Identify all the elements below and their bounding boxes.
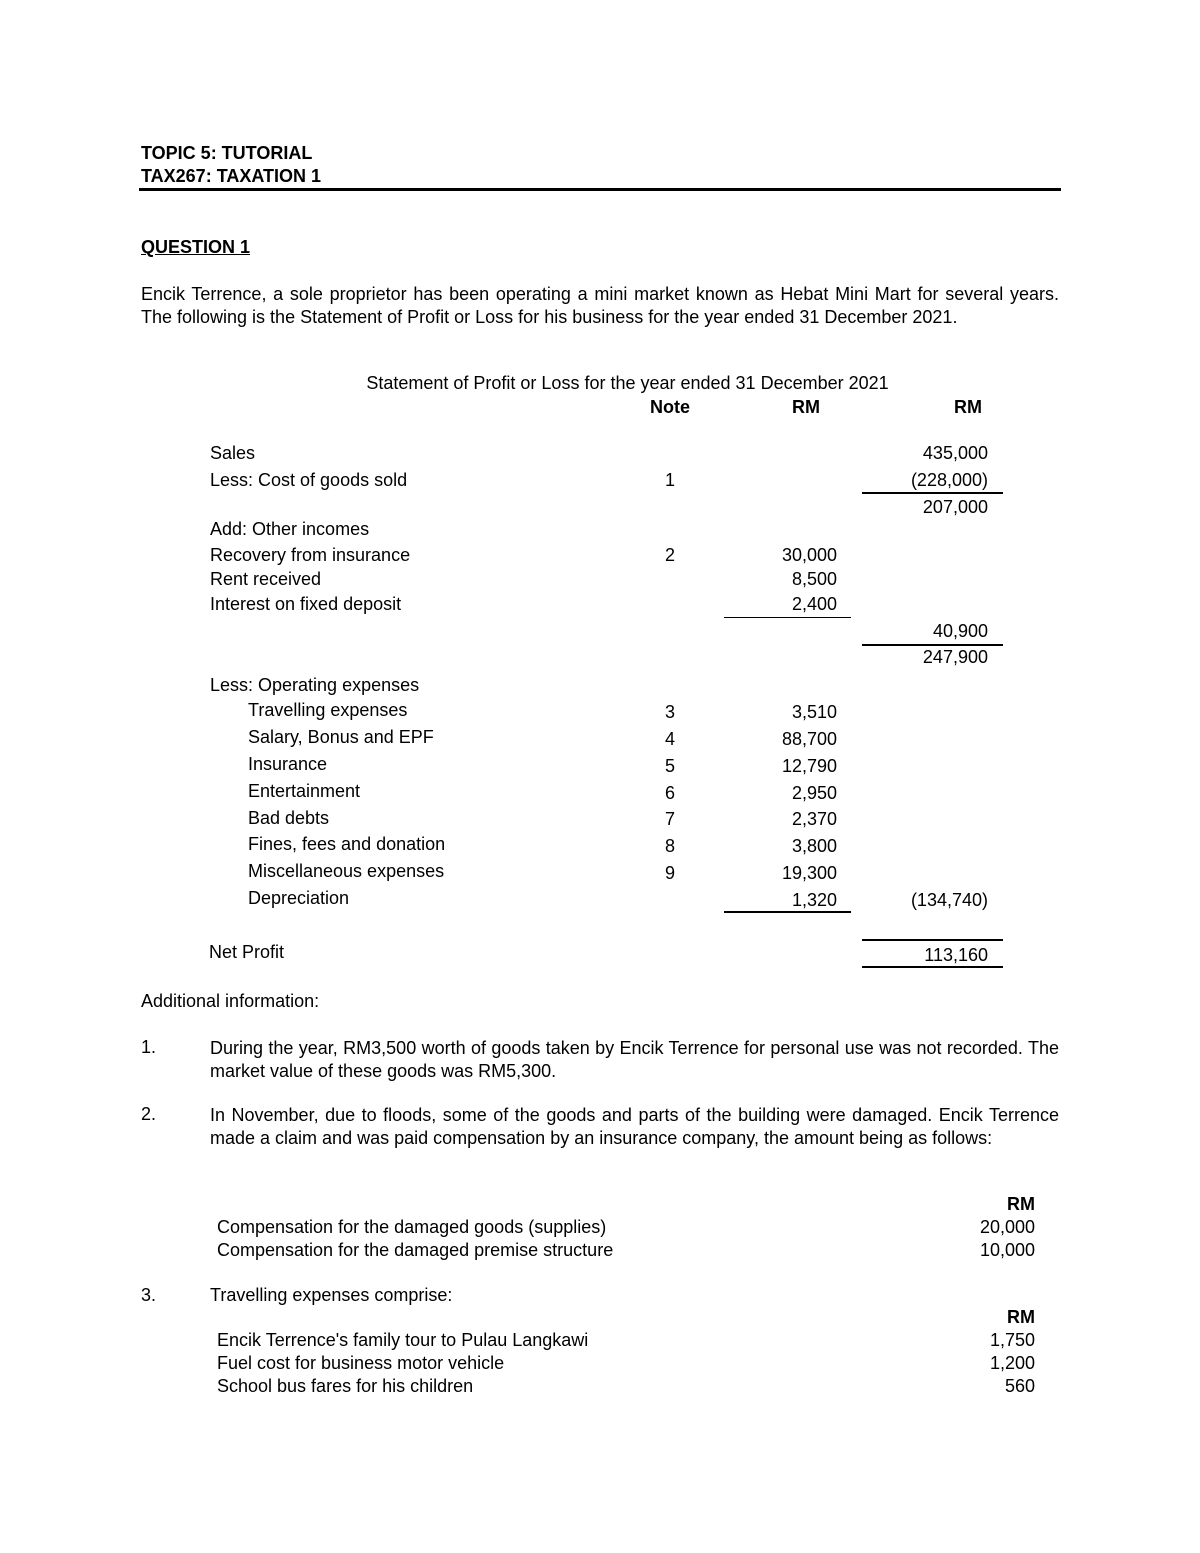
item-number: 2. xyxy=(141,1104,157,1124)
sales-total: 435,000 xyxy=(922,443,988,463)
sales-label: Sales xyxy=(210,443,256,463)
expense-note: 4 xyxy=(664,729,675,749)
expense-amount: 2,950 xyxy=(791,783,837,803)
statement-title: Statement of Profit or Loss for the year ended 31 December 2021 xyxy=(366,373,889,393)
compensation-label: Compensation for the damaged premise structure xyxy=(217,1240,614,1260)
expense-amount: 3,510 xyxy=(791,702,837,722)
item-text: During the year, RM3,500 worth of goods taken by Encik Terrence for personal use was not recorded. The market value of these goods was RM5,300. xyxy=(210,1038,1059,1081)
expense-note: 8 xyxy=(664,836,675,856)
col-note-header: Note xyxy=(650,397,690,417)
question-intro: Encik Terrence, a sole proprietor has been operating a mini market known as Hebat Mini Mart for several years. The following is the Statement of Profit or Loss for his business for the year ended 31 December 2021. xyxy=(141,284,1059,327)
compensation-rm-header: RM xyxy=(1007,1194,1035,1214)
expense-label: Insurance xyxy=(248,754,328,774)
expense-note: 3 xyxy=(664,702,675,722)
additional-heading: Additional information: xyxy=(141,991,320,1011)
question-title: QUESTION 1 xyxy=(141,237,251,257)
other-incomes-total: 40,900 xyxy=(932,621,988,641)
expense-label: Fines, fees and donation xyxy=(248,834,446,854)
travelling-amount: 1,750 xyxy=(989,1330,1035,1350)
topic-heading: TOPIC 5: TUTORIAL xyxy=(141,143,313,163)
income-amount: 30,000 xyxy=(781,545,837,565)
expense-label: Salary, Bonus and EPF xyxy=(248,727,434,747)
net-profit-label: Net Profit xyxy=(209,942,285,962)
cogs-note: 1 xyxy=(664,470,675,490)
expense-note: 9 xyxy=(664,863,675,883)
item-text: Travelling expenses comprise: xyxy=(210,1285,453,1305)
travelling-label: School bus fares for his children xyxy=(217,1376,474,1396)
expense-label: Depreciation xyxy=(248,888,350,908)
col-rm1-header: RM xyxy=(792,397,820,417)
travelling-label: Encik Terrence's family tour to Pulau Langkawi xyxy=(217,1330,589,1350)
other-incomes-heading: Add: Other incomes xyxy=(210,519,370,539)
income-label: Recovery from insurance xyxy=(210,545,411,565)
cogs-label: Less: Cost of goods sold xyxy=(210,470,408,490)
expenses-rule xyxy=(724,911,851,913)
header-rule xyxy=(139,188,1061,191)
cogs-total: (228,000) xyxy=(910,470,988,490)
expense-amount: 1,320 xyxy=(791,890,837,910)
incomes-total-rule xyxy=(862,644,1003,646)
cogs-rule xyxy=(862,492,1003,494)
expense-amount: 19,300 xyxy=(781,863,837,883)
expense-label: Travelling expenses xyxy=(248,700,408,720)
item-number: 3. xyxy=(141,1285,157,1305)
income-label: Interest on fixed deposit xyxy=(210,594,402,614)
income-note: 2 xyxy=(664,545,675,565)
travelling-amount: 560 xyxy=(1004,1376,1035,1396)
income-amount: 2,400 xyxy=(791,594,837,614)
subtotal: 247,900 xyxy=(922,647,988,667)
net-profit-top-rule xyxy=(862,939,1003,941)
compensation-amount: 20,000 xyxy=(979,1217,1035,1237)
compensation-amount: 10,000 xyxy=(979,1240,1035,1260)
gross-profit: 207,000 xyxy=(922,497,988,517)
compensation-label: Compensation for the damaged goods (supplies) xyxy=(217,1217,607,1237)
net-profit-total: 113,160 xyxy=(924,945,988,965)
incomes-rule xyxy=(724,617,851,618)
item-number: 1. xyxy=(141,1037,157,1057)
travelling-amount: 1,200 xyxy=(989,1353,1035,1373)
expense-note: 6 xyxy=(664,783,675,803)
expense-note: 5 xyxy=(664,756,675,776)
expense-label: Bad debts xyxy=(248,808,330,828)
item-text: In November, due to floods, some of the goods and parts of the building were damaged. Encik Terrence made a claim and was paid compensation by an insurance company, the amount being as follows: xyxy=(210,1105,1059,1148)
expense-note: 7 xyxy=(664,809,675,829)
expense-label: Miscellaneous expenses xyxy=(248,861,445,881)
expenses-total: (134,740) xyxy=(910,890,988,910)
expense-amount: 2,370 xyxy=(791,809,837,829)
expenses-heading: Less: Operating expenses xyxy=(210,675,420,695)
col-rm2-header: RM xyxy=(954,397,982,417)
expense-amount: 3,800 xyxy=(791,836,837,856)
expense-amount: 12,790 xyxy=(781,756,837,776)
income-amount: 8,500 xyxy=(791,569,837,589)
travelling-label: Fuel cost for business motor vehicle xyxy=(217,1353,505,1373)
net-profit-bottom-rule xyxy=(862,966,1003,968)
travelling-rm-header: RM xyxy=(1007,1307,1035,1327)
expense-amount: 88,700 xyxy=(781,729,837,749)
course-heading: TAX267: TAXATION 1 xyxy=(141,166,322,186)
expense-label: Entertainment xyxy=(248,781,361,801)
income-label: Rent received xyxy=(210,569,322,589)
